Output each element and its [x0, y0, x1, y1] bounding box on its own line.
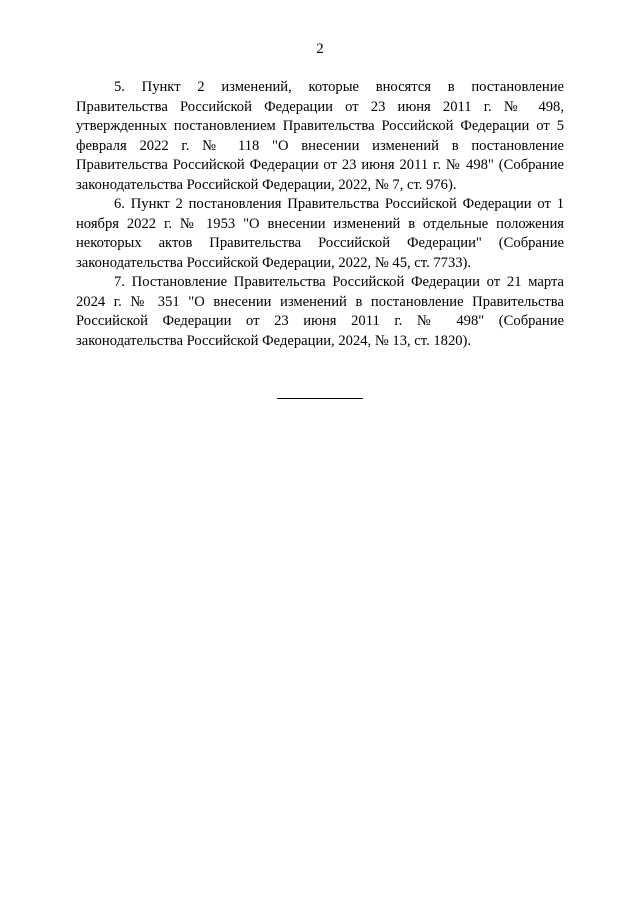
document-body	[76, 78, 564, 351]
paragraph-item-6: 6. Пункт 2 постановления Правительства Российской Федерации от 1 ноября 2022 г. № 1953 "О внесении изменений в отдельные положения некоторых актов Правительства Российской Федерации" (Собрание законодательства Российской Федерации, 2022, № 45, ст. 7733).	[76, 196, 564, 271]
paragraph-item-7: 7. Постановление Правительства Российской Федерации от 21 марта 2024 г. № 351 "О внесении изменений в постановление Правительства Российской Федерации от 23 июня 2011 г. № 498" (Собрание законодательства Российской Федерации, 2024, № 13, ст. 1820).	[76, 274, 564, 349]
end-of-document-rule	[277, 398, 363, 399]
paragraph-item-5: 5. Пункт 2 изменений, которые вносятся в постановление Правительства Российской Федерации от 23 июня 2011 г. № 498, утвержденных постановлением Правительства Российской Федерации от 5 февраля 2022 г. № 118 "О внесении изменений в постановление Правительства Российской Федерации от 23 июня 2011 г. № 498" (Собрание законодательства Российской Федерации, 2022, № 7, ст. 976).	[76, 79, 564, 193]
page-number: 2	[316, 41, 324, 57]
